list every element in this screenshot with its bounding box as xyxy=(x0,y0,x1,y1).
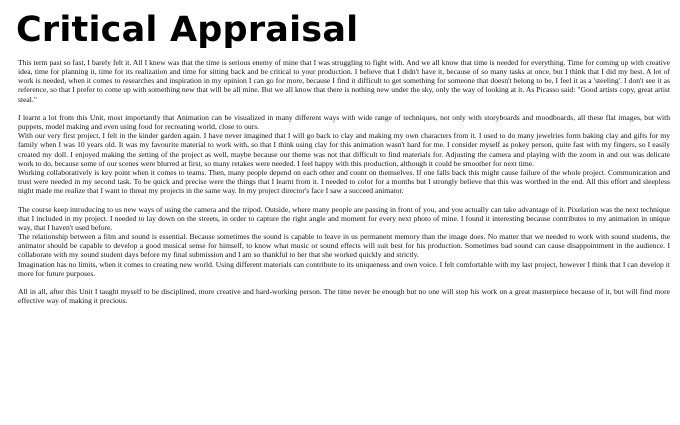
paragraph-spacer xyxy=(18,195,670,204)
paragraph-spacer xyxy=(18,278,670,287)
paragraph-camera: The course keep introducing to us new ways of using the camera and the tripod. Outside, where many people are passing in front of you, and you actually can take advantage of it. Pixelation was the next technique that I included in my project. I needed to lay down on the streets, in order to capture the right angle and moment for every next photo of mine. I found it interesting because contributes to my animation in unique way, that I haven't used before. xyxy=(18,204,670,232)
paragraph-time: This term past so fast, I barely felt it. All I knew was that the time is serious enemy of mine that I was struggling to fight with. And we all know that time is needed for everything. Time for coming up with creative idea, time for planning it, time for its realization and time for sitting back and be critical to your production. I believe that I didn't have it, because of so many tasks at once, but I think that I did my best. A lot of work is needed, when it comes to researches and inspiration in my opinion I can go for more, because I find it difficult to get something for someone that doesn't belong to be, I feel it as a 'steeling'. I don't see it as reference, so that I prefer to come up with something new that will be all mine. But we all know that there is nothing new under the sky, only the way of looking at it. As Picasso said: "Good artists copy, great artist steal." xyxy=(18,58,670,104)
paragraph-first-project: With our very first project, I felt in the kinder garden again. I have never imagined that I will go back to clay and making my own characters from it. I used to do many jewelries form baking clay and gifts for my family when I was 10 years old. It was my favourite material to work with, so that I think using clay for this animation wasn't hard for me. I consider myself as pokey person, quite fast with my fingers, so I easily created my doll. I enjoyed making the setting of the project as well, maybe because our theme was not that difficult to find materials for. Adjusting the camera and playing with the zoom in and out was delicate work to do, because some of our scenes were blurred at first, so many retakes were needed. I feel happy with this production, although it could be smoother for next time. xyxy=(18,131,670,168)
paragraph-spacer xyxy=(18,104,670,113)
paragraph-sound: The relationship between a film and sound is essential. Because sometimes the sound is capable to leave in us permanent memory than the image does. No matter that we needed to work with sound students, the animator should be capable to develop a good musical sense for himself, to know what music or sound effects will suit best for his production. Sometimes bad sound can cause disappointment in the audience. I collaborate with my sound student days before my final submission and I am so thankful to her that she worked quickly and strictly. xyxy=(18,232,670,260)
paragraph-collaboration: Working collaboratively is key point when it comes to teams. Then, many people depend on each other and count on themselves. If one falls back this might cause failure of the whole project. Communication and trust were needed in my second task. To be quick and precise were the things that I learnt from it. I needed to color for a months but I strongly believe that this was worthed in the end. All this effort and sleepless night made me realize that I want to threat my projects in the same way. In my project director's face I saw a succeed animator. xyxy=(18,167,670,196)
paragraph-unit-learning: I learnt a lot from this Unit, most importantly that Animation can be visualized in many different ways with wide range of techniques, not only with storyboards and moodboards, all these flat images, but with puppets, model making and even using food for recreating world, close to ours. xyxy=(18,112,670,132)
page-title: Critical Appraisal xyxy=(16,10,359,50)
document-body xyxy=(18,58,670,305)
paragraph-imagination: Imagination has no limits, when it comes to creating new world. Using different materials can contribute to its uniqueness and own voice. I felt comfortable with my last project, however I think that I can develop it more for future purposes. xyxy=(18,259,670,278)
paragraph-conclusion: All in all, after this Unit I taught myself to be disciplined, more creative and hard-working person. The time never be enough but no one will stop his work on a great masterpiece because of it, but will find more effective way of making it precious. xyxy=(18,287,670,306)
